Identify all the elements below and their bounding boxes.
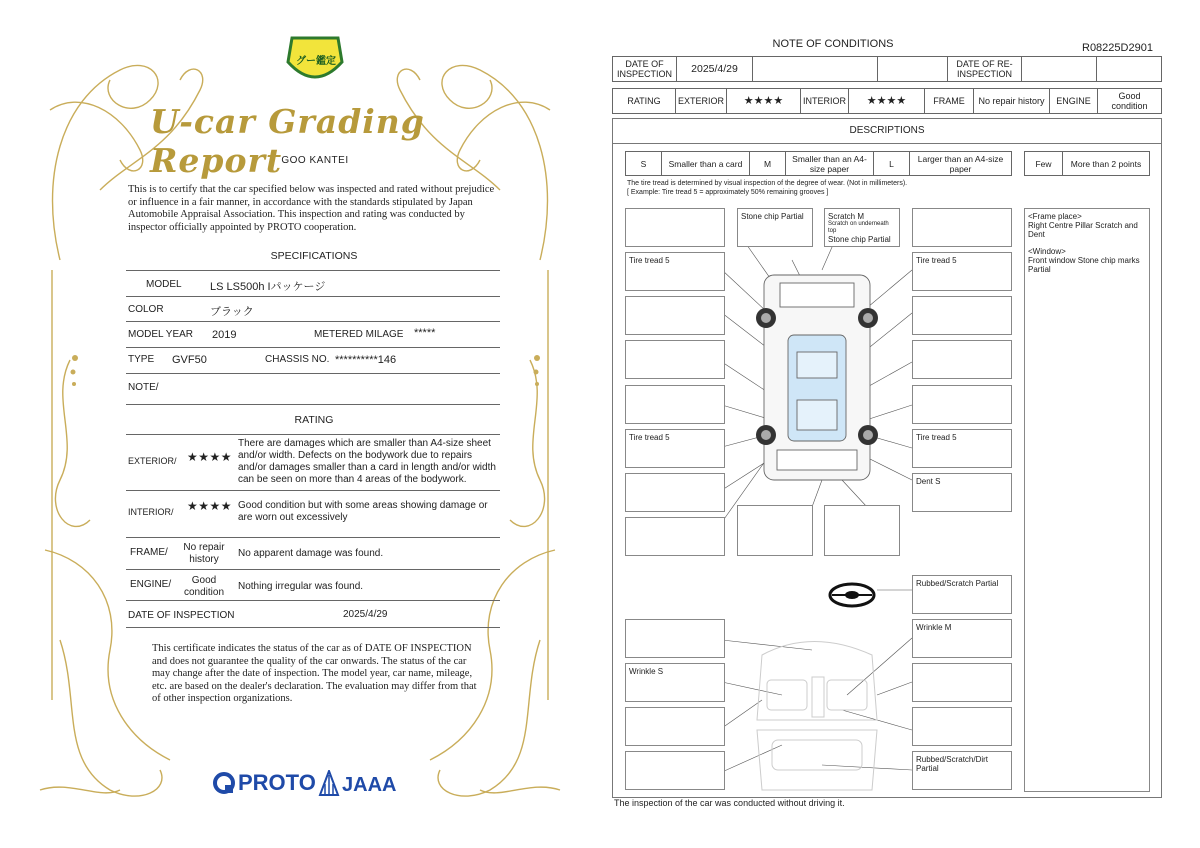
divider <box>126 270 500 271</box>
frame-value: No repair history <box>974 89 1050 114</box>
empty-cell <box>1097 57 1162 82</box>
exterior-label: EXTERIOR <box>676 89 727 114</box>
note-box-rubbed-scratch <box>912 575 1012 614</box>
note-box-empty <box>625 473 725 512</box>
engine-value: Good condition <box>183 575 225 598</box>
note-text: Wrinkle S <box>629 667 664 676</box>
model-label: MODEL <box>146 279 182 290</box>
note-box-empty <box>625 208 725 247</box>
size-legend-table <box>625 151 1012 176</box>
divider <box>126 404 500 405</box>
note-box-rubbed-dirt <box>912 751 1012 790</box>
date-of-inspection-value: 2025/4/29 <box>343 609 388 620</box>
model-value: LS LS500h Iパッケージ <box>210 281 326 293</box>
note-box-empty <box>912 663 1012 702</box>
divider <box>126 490 500 491</box>
divider <box>126 373 500 374</box>
few-legend-table <box>1024 151 1150 176</box>
legend-l: L <box>874 152 910 176</box>
note-text: Wrinkle M <box>916 623 952 632</box>
certificate-footnote: This certificate indicates the status of the car as of DATE OF INSPECTION and does not guarantee the quality of the car onwards. The status of the car may change after the date of inspection. The model year, car name, mileage, etc. are based on the dealer's declaration. The evaluation may differ from that of other inspection organizations. <box>152 643 477 704</box>
empty-cell <box>753 57 878 82</box>
window-value: Front window Stone chip marks Partial <box>1028 256 1140 274</box>
note-box-scratch <box>824 208 900 247</box>
legend-few-desc: More than 2 points <box>1063 152 1150 176</box>
tire-note-2: [ Example: Tire tread 5 = approximately 50% remaining grooves ] <box>627 189 829 196</box>
interior-stars: ★★★★ <box>849 89 925 114</box>
color-label: COLOR <box>128 304 164 315</box>
note-box-wrinkle-m <box>912 619 1012 658</box>
divider <box>126 627 500 628</box>
chassis-label: CHASSIS NO. <box>265 354 330 365</box>
interior-label: INTERIOR <box>801 89 849 114</box>
empty-cell <box>878 57 948 82</box>
rating-table <box>612 88 1162 114</box>
note-box-empty <box>625 707 725 746</box>
legend-s: S <box>626 152 662 176</box>
note-text: Tire tread 5 <box>629 256 670 265</box>
steering-wheel-icon <box>830 584 874 606</box>
exterior-stars: ★★★★ <box>727 89 801 114</box>
model-year-label: MODEL YEAR <box>128 329 194 340</box>
proto-logo: PROTO <box>238 770 316 795</box>
note-box-tire-fr <box>912 252 1012 291</box>
note-box-empty <box>625 340 725 379</box>
engine-label: ENGINE/ <box>130 579 172 590</box>
note-box-empty <box>912 340 1012 379</box>
note-text: Stone chip Partial <box>828 235 891 244</box>
legend-few: Few <box>1025 152 1063 176</box>
jaaa-logo: JAAA <box>342 774 397 796</box>
date-of-inspection-value: 2025/4/29 <box>677 57 753 82</box>
divider <box>126 296 500 297</box>
report-id: R08225D2901 <box>1082 42 1153 54</box>
rating-heading: RATING <box>294 414 334 426</box>
tire-note-1: The tire tread is determined by visual inspection of the degree of wear. (Not in millimeters). <box>627 180 908 187</box>
engine-value: Good condition <box>1098 89 1162 114</box>
jaaa-logo-icon <box>318 770 340 796</box>
window-label: <Window> <box>1028 247 1066 256</box>
note-text: Tire tread 5 <box>629 433 670 442</box>
goo-kantei-badge-text: グー鑑定 <box>296 56 336 67</box>
engine-label: ENGINE <box>1050 89 1098 114</box>
note-box-empty <box>737 505 813 556</box>
divider <box>126 600 500 601</box>
interior-stars: ★★★★ <box>187 499 233 513</box>
divider <box>126 569 500 570</box>
frame-label: FRAME <box>925 89 974 114</box>
mileage-value: ***** <box>414 327 436 339</box>
note-text: Stone chip Partial <box>741 212 804 221</box>
exterior-label: EXTERIOR/ <box>128 456 177 466</box>
type-label: TYPE <box>128 354 155 365</box>
mileage-label: METERED MILAGE <box>314 329 404 340</box>
sheet-title: NOTE OF CONDITIONS <box>772 38 894 50</box>
divider <box>126 321 500 322</box>
note-box-empty <box>912 707 1012 746</box>
note-box-empty <box>912 296 1012 335</box>
divider <box>126 537 500 538</box>
legend-m: M <box>750 152 786 176</box>
note-box-empty <box>824 505 900 556</box>
report-subtitle: GOO KANTEI <box>281 155 349 166</box>
report-title: U-car Grading Report <box>150 102 425 180</box>
note-box-empty <box>912 385 1012 424</box>
model-year-value: 2019 <box>212 329 237 341</box>
note-box-empty <box>625 619 725 658</box>
color-value: ブラック <box>210 306 254 318</box>
divider <box>612 143 1162 144</box>
frame-description: No apparent damage was found. <box>238 548 384 559</box>
note-box-empty <box>625 296 725 335</box>
chassis-value: **********146 <box>335 354 397 366</box>
note-text: Dent S <box>916 477 941 486</box>
frame-value: No repair history <box>183 542 225 565</box>
inspection-dates-table <box>612 56 1162 82</box>
proto-logo-icon <box>212 771 236 795</box>
rating-label: RATING <box>613 89 676 114</box>
divider <box>126 347 500 348</box>
note-subtext: Scratch on underneath top <box>828 221 889 234</box>
note-box-tire-fl <box>625 252 725 291</box>
frame-place-value: Right Centre Pillar Scratch and Dent <box>1028 221 1138 239</box>
date-of-inspection-label: DATE OF INSPECTION <box>128 610 235 621</box>
note-box-wrinkle-s <box>625 663 725 702</box>
interior-label: INTERIOR/ <box>128 507 174 517</box>
note-text: Tire tread 5 <box>916 433 957 442</box>
certify-text: This is to certify that the car specified below was inspected and rated without prejudice or influence in a fair manner, in accordance with the standards stipulated by Japan Automobile Appraisal Association. This inspection and rating was conducted by inspector officially appointed by PROTO cooperation. <box>128 184 495 233</box>
note-text: Scratch M <box>828 212 865 221</box>
engine-description: Nothing irregular was found. <box>238 581 364 592</box>
legend-m-desc: Smaller than an A4-size paper <box>786 152 874 176</box>
interior-description: Good condition but with some areas showing damage or are worn out excessively <box>238 500 488 523</box>
note-box-stone-chip <box>737 208 813 247</box>
note-box-empty <box>625 517 725 556</box>
frame-label: FRAME/ <box>130 547 168 558</box>
note-box-tire-rl <box>625 429 725 468</box>
date-of-reinspection-value <box>1022 57 1097 82</box>
legend-s-desc: Smaller than a card <box>662 152 750 176</box>
note-label: NOTE/ <box>128 382 159 393</box>
date-of-reinspection-label: DATE OF RE-INSPECTION <box>948 57 1022 82</box>
note-box-empty <box>912 208 1012 247</box>
exterior-description: There are damages which are smaller than A4-size sheet and/or width. Defects on the bodywork due to repairs and/or damages smaller than a card in length and/or width can be seen on more than 4 areas of the bodywork. <box>238 438 496 485</box>
note-box-empty <box>625 751 725 790</box>
spacer <box>1028 239 1146 247</box>
note-box-dent <box>912 473 1012 512</box>
frame-place-label: <Frame place> <box>1028 212 1082 221</box>
legend-l-desc: Larger than an A4-size paper <box>910 152 1012 176</box>
frame-window-notes <box>1024 208 1150 792</box>
note-box-tire-rr <box>912 429 1012 468</box>
note-box-empty <box>625 385 725 424</box>
inspection-note: The inspection of the car was conducted without driving it. <box>614 798 845 808</box>
descriptions-heading: DESCRIPTIONS <box>849 125 925 136</box>
note-text: Rubbed/Scratch Partial <box>916 579 999 588</box>
specifications-heading: SPECIFICATIONS <box>270 250 358 262</box>
exterior-stars: ★★★★ <box>187 450 233 464</box>
note-text: Rubbed/Scratch/Dirt Partial <box>916 755 989 773</box>
divider <box>126 434 500 435</box>
date-of-inspection-label: DATE OF INSPECTION <box>613 57 677 82</box>
type-value: GVF50 <box>172 354 207 366</box>
note-text: Tire tread 5 <box>916 256 957 265</box>
